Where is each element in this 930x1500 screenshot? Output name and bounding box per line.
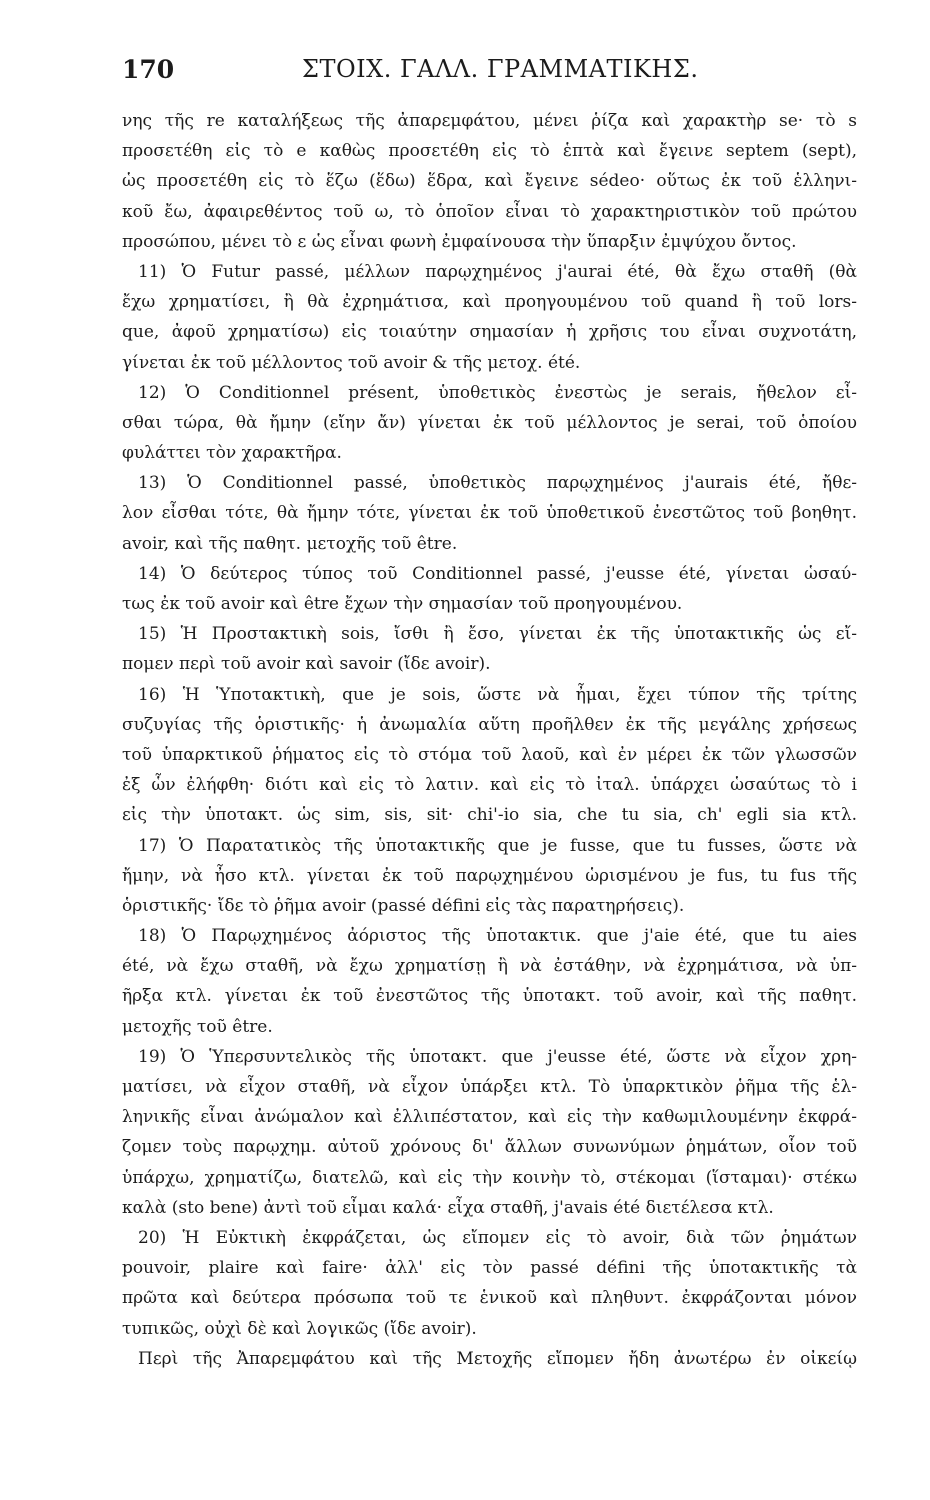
text-line: πομεν περὶ τοῦ avoir καὶ savoir (ἴδε avoir). [122,654,491,675]
text-line: σθαι τώρα, θὰ ἤμην (εἴην ἄν) γίνεται ἐκ τοῦ μέλλοντος je serai, τοῦ ὁποίου [122,412,857,433]
paragraph-15-start: 15) Ἡ Προστακτικὴ sois, ἴσθι ἢ ἔσο, γίνεται ἐκ τῆς ὑποτακτικῆς ὡς εἴ- [138,624,857,645]
paragraph-18-start: 18) Ὁ Παρῳχημένος ἀόριστος τῆς ὑποτακτικ. que j'aie été, que tu aies [138,926,857,947]
text-line: καλὰ (sto bene) ἀντὶ τοῦ εἶμαι καλά· εἶχα σταθῆ, j'avais été διετέλεσα κτλ. [122,1197,774,1218]
paragraph-20-start: 20) Ἡ Εὐκτικὴ ἐκφράζεται, ὡς εἴπομεν εἰς τὸ avoir, διὰ τῶν ῥημάτων [138,1227,857,1248]
running-title: ΣΤΟΙΧ. ΓΑΛΛ. ΓΡΑΜΜΑΤΙΚΗΣ. [302,55,699,83]
text-line: ζομεν τοὺς παρῳχημ. αὐτοῦ χρόνους δι' ἄλλων συνωνύμων ῥημάτων, οἷον τοῦ [122,1137,857,1158]
text-line: κοῦ ἔω, ἀφαιρεθέντος τοῦ ω, τὸ ὁποῖον εἶναι τὸ χαρακτηριστικὸν τοῦ πρώτου [122,201,857,222]
text-line: été, νὰ ἔχω σταθῆ, νὰ ἔχω χρηματίσῃ ἢ νὰ ἐστάθην, νὰ ἐχρημάτισα, νὰ ὑπ- [122,956,857,977]
text-line: εἰς τὴν ὑποτακτ. ὡς sim, sis, sit· chi'-io sia, che tu sia, ch' egli sia κτλ. [122,805,857,826]
text-line: τυπικῶς, οὐχὶ δὲ καὶ λογικῶς (ἴδε avoir). [122,1318,477,1339]
text-line: ῆρξα κτλ. γίνεται ἐκ τοῦ ἐνεστῶτος τῆς ὑποτακτ. τοῦ avoir, καὶ τῆς παθητ. [122,986,857,1007]
paragraph-11-start: 11) Ὁ Futur passé, μέλλων παρῳχημένος j'aurai été, θὰ ἔχω σταθῆ (θὰ [138,261,857,282]
text-line: τοῦ ὑπαρκτικοῦ ῥήματος εἰς τὸ στόμα τοῦ λαοῦ, καὶ ἐν μέρει ἐκ τῶν γλωσσῶν [122,744,857,765]
text-line: ματίσει, νὰ εἶχον σταθῆ, νὰ εἶχον ὑπάρξει κτλ. Τὸ ὑπαρκτικὸν ῥῆμα τῆς ἑλ- [122,1077,857,1097]
text-line: ὡς προσετέθη εἰς τὸ ἕζω (ἕδω) ἕδρα, καὶ ἔγεινε sédeo· οὕτως ἐκ τοῦ ἑλληνι- [122,171,857,192]
page-number: 170 [122,55,175,84]
text-line: πρῶτα καὶ δεύτερα πρόσωπα τοῦ τε ἑνικοῦ καὶ πληθυντ. ἐκφράζονται μόνον [122,1288,857,1309]
text-line: que, ἀφοῦ χρηματίσω) εἰς τοιαύτην σημασίαν ἡ χρῆσις του εἶναι συχνοτάτη, [122,322,857,343]
page-header [122,55,857,95]
text-line: λον εἶσθαι τότε, θὰ ἤμην τότε, γίνεται ἐκ τοῦ ὑποθετικοῦ ἐνεστῶτος τοῦ βοηθητ. [122,503,857,524]
paragraph-16-start: 16) Ἡ Ὑποτακτικὴ, que je sois, ὥστε νὰ ἦμαι, ἔχει τύπον τῆς τρίτης [138,684,857,705]
text-line: μετοχῆς τοῦ être. [122,1016,273,1037]
text-line: ἐξ ὧν ἐλήφθη· διότι καὶ εἰς τὸ λατιν. καὶ εἰς τὸ ἰταλ. ὑπάρχει ὡσαύτως τὸ i [122,775,857,796]
paragraph-17-start: 17) Ὁ Παρατατικὸς τῆς ὑποτακτικῆς que je fusse, que tu fusses, ὥστε νὰ [138,835,857,856]
text-line: ληνικῆς εἶναι ἀνώμαλον καὶ ἐλλιπέστατον, καὶ εἰς τὴν καθωμιλουμένην ἐκφρά- [122,1107,857,1128]
text-line: τως ἐκ τοῦ avoir καὶ être ἔχων τὴν σημασίαν τοῦ προηγουμένου. [122,594,683,614]
text-line: νης τῆς re καταλήξεως τῆς ἀπαρεμφάτου, μένει ῥίζα καὶ χαρακτὴρ se· τὸ s [122,111,857,131]
text-line: avoir, καὶ τῆς παθητ. μετοχῆς τοῦ être. [122,533,458,554]
text-line: ὁριστικῆς· ἴδε τὸ ῥῆμα avoir (passé défini εἰς τὰς παρατηρήσεις). [122,895,685,916]
paragraph-13-start: 13) Ὁ Conditionnel passé, ὑποθετικὸς παρῳχημένος j'aurais été, ἤθε- [138,473,857,494]
text-line: ὑπάρχω, χρηματίζω, διατελῶ, καὶ εἰς τὴν κοινὴν τὸ, στέκομαι (ἵσταμαι)· στέκω [122,1167,857,1188]
paragraph-14-start: 14) Ὁ δεύτερος τύπος τοῦ Conditionnel passé, j'eusse été, γίνεται ὡσαύ- [138,563,857,584]
text-line: ἤμην, νὰ ἦσο κτλ. γίνεται ἐκ τοῦ παρῳχημένου ὡρισμένου je fus, tu fus τῆς [122,865,857,886]
paragraph-12-start: 12) Ὁ Conditionnel présent, ὑποθετικὸς ἐνεστὼς je serais, ἤθελον εἶ- [138,382,857,403]
text-line: pouvoir, plaire καὶ faire· ἀλλ' εἰς τὸν passé défini τῆς ὑποτακτικῆς τὰ [122,1258,857,1279]
paragraph-19-start: 19) Ὁ Ὑπερσυντελικὸς τῆς ὑποτακτ. que j'eusse été, ὥστε νὰ εἶχον χρη- [138,1046,857,1067]
body-text [122,106,857,1374]
text-line: προσετέθη εἰς τὸ e καθὼς προσετέθη εἰς τὸ ἑπτὰ καὶ ἔγεινε septem (sept), [122,141,857,162]
text-line: φυλάττει τὸν χαρακτῆρα. [122,443,342,464]
text-line: συζυγίας τῆς ὁριστικῆς· ἡ ἀνωμαλία αὕτη προῆλθεν ἐκ τῆς μεγάλης χρήσεως [122,714,857,735]
text-line: γίνεται ἐκ τοῦ μέλλοντος τοῦ avoir & τῆς μετοχ. été. [122,352,581,373]
text-line: ἔχω χρηματίσει, ἢ θὰ ἐχρημάτισα, καὶ προηγουμένου τοῦ quand ἢ τοῦ lors- [122,292,857,313]
text-line: προσώπου, μένει τὸ ε ὡς εἶναι φωνὴ ἐμφαίνουσα τὴν ὕπαρξιν ἐμψύχου ὄντος. [122,231,797,252]
paragraph-final-start: Περὶ τῆς Ἀπαρεμφάτου καὶ τῆς Μετοχῆς εἴπομεν ἤδη ἀνωτέρω ἐν οἰκείῳ [138,1348,857,1369]
